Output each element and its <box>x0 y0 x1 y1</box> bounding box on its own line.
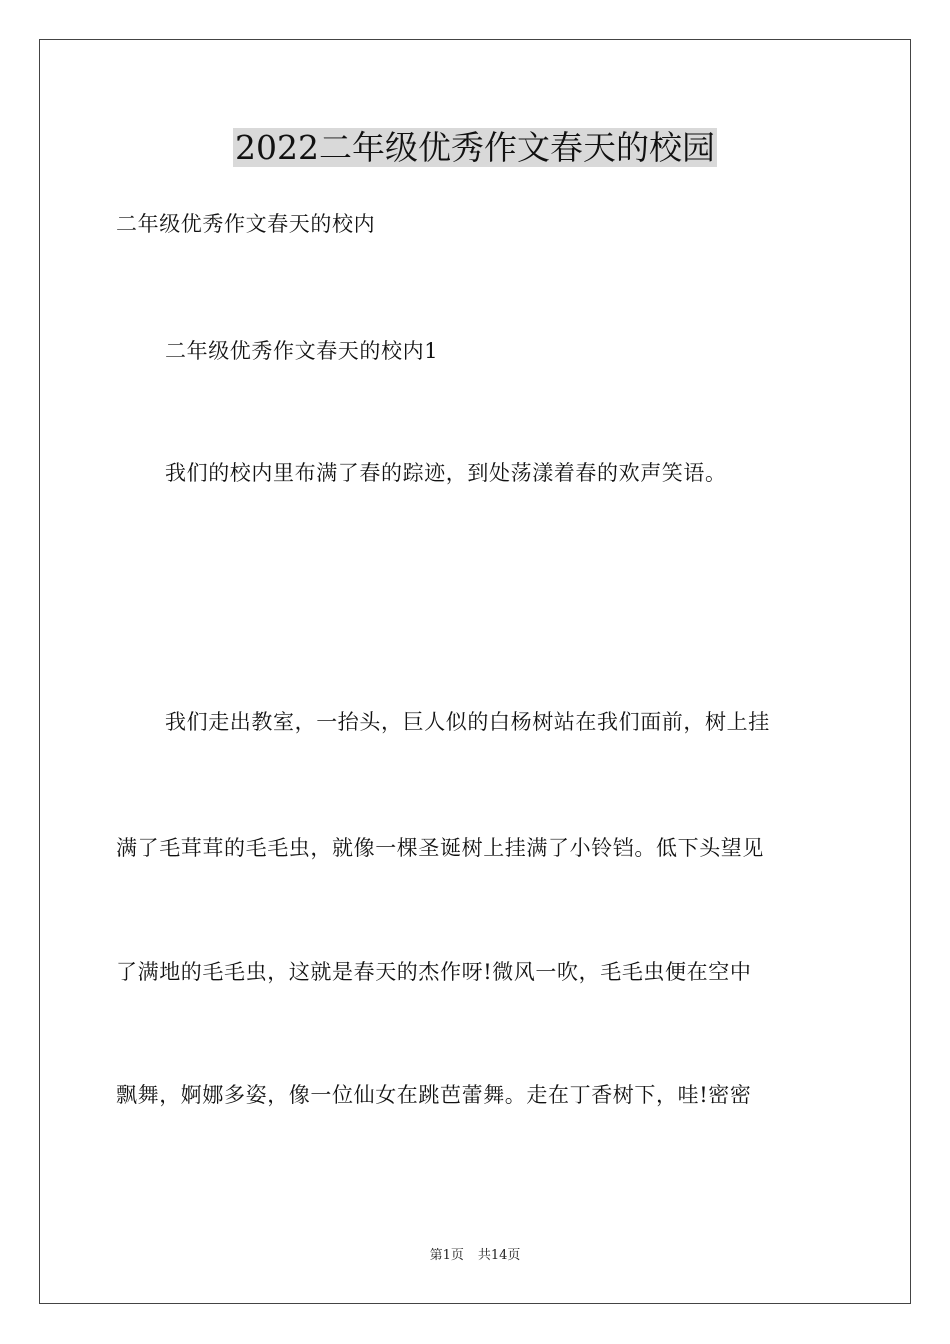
document-subtitle: 二年级优秀作文春天的校内 <box>116 212 376 236</box>
paragraph-line: 我们走出教室，一抬头，巨人似的白杨树站在我们面前，树上挂 <box>165 710 770 734</box>
paragraph-line: 我们的校内里布满了春的踪迹，到处荡漾着春的欢声笑语。 <box>165 461 727 485</box>
document-title-text: 2022二年级优秀作文春天的校园 <box>235 128 715 167</box>
paragraph-line: 了满地的毛毛虫，这就是春天的杰作呀!微风一吹，毛毛虫便在空中 <box>116 960 752 984</box>
page-total: 共14页 <box>477 1248 521 1263</box>
paragraph-line: 满了毛茸茸的毛毛虫，就像一棵圣诞树上挂满了小铃铛。低下头望见 <box>116 836 764 860</box>
page-number: 第1页 <box>429 1248 464 1263</box>
paragraph-line: 飘舞，婀娜多姿，像一位仙女在跳芭蕾舞。走在丁香树下，哇!密密 <box>116 1083 752 1107</box>
section-heading: 二年级优秀作文春天的校内1 <box>165 339 439 363</box>
page-footer <box>0 1247 950 1265</box>
document-title <box>0 126 950 170</box>
